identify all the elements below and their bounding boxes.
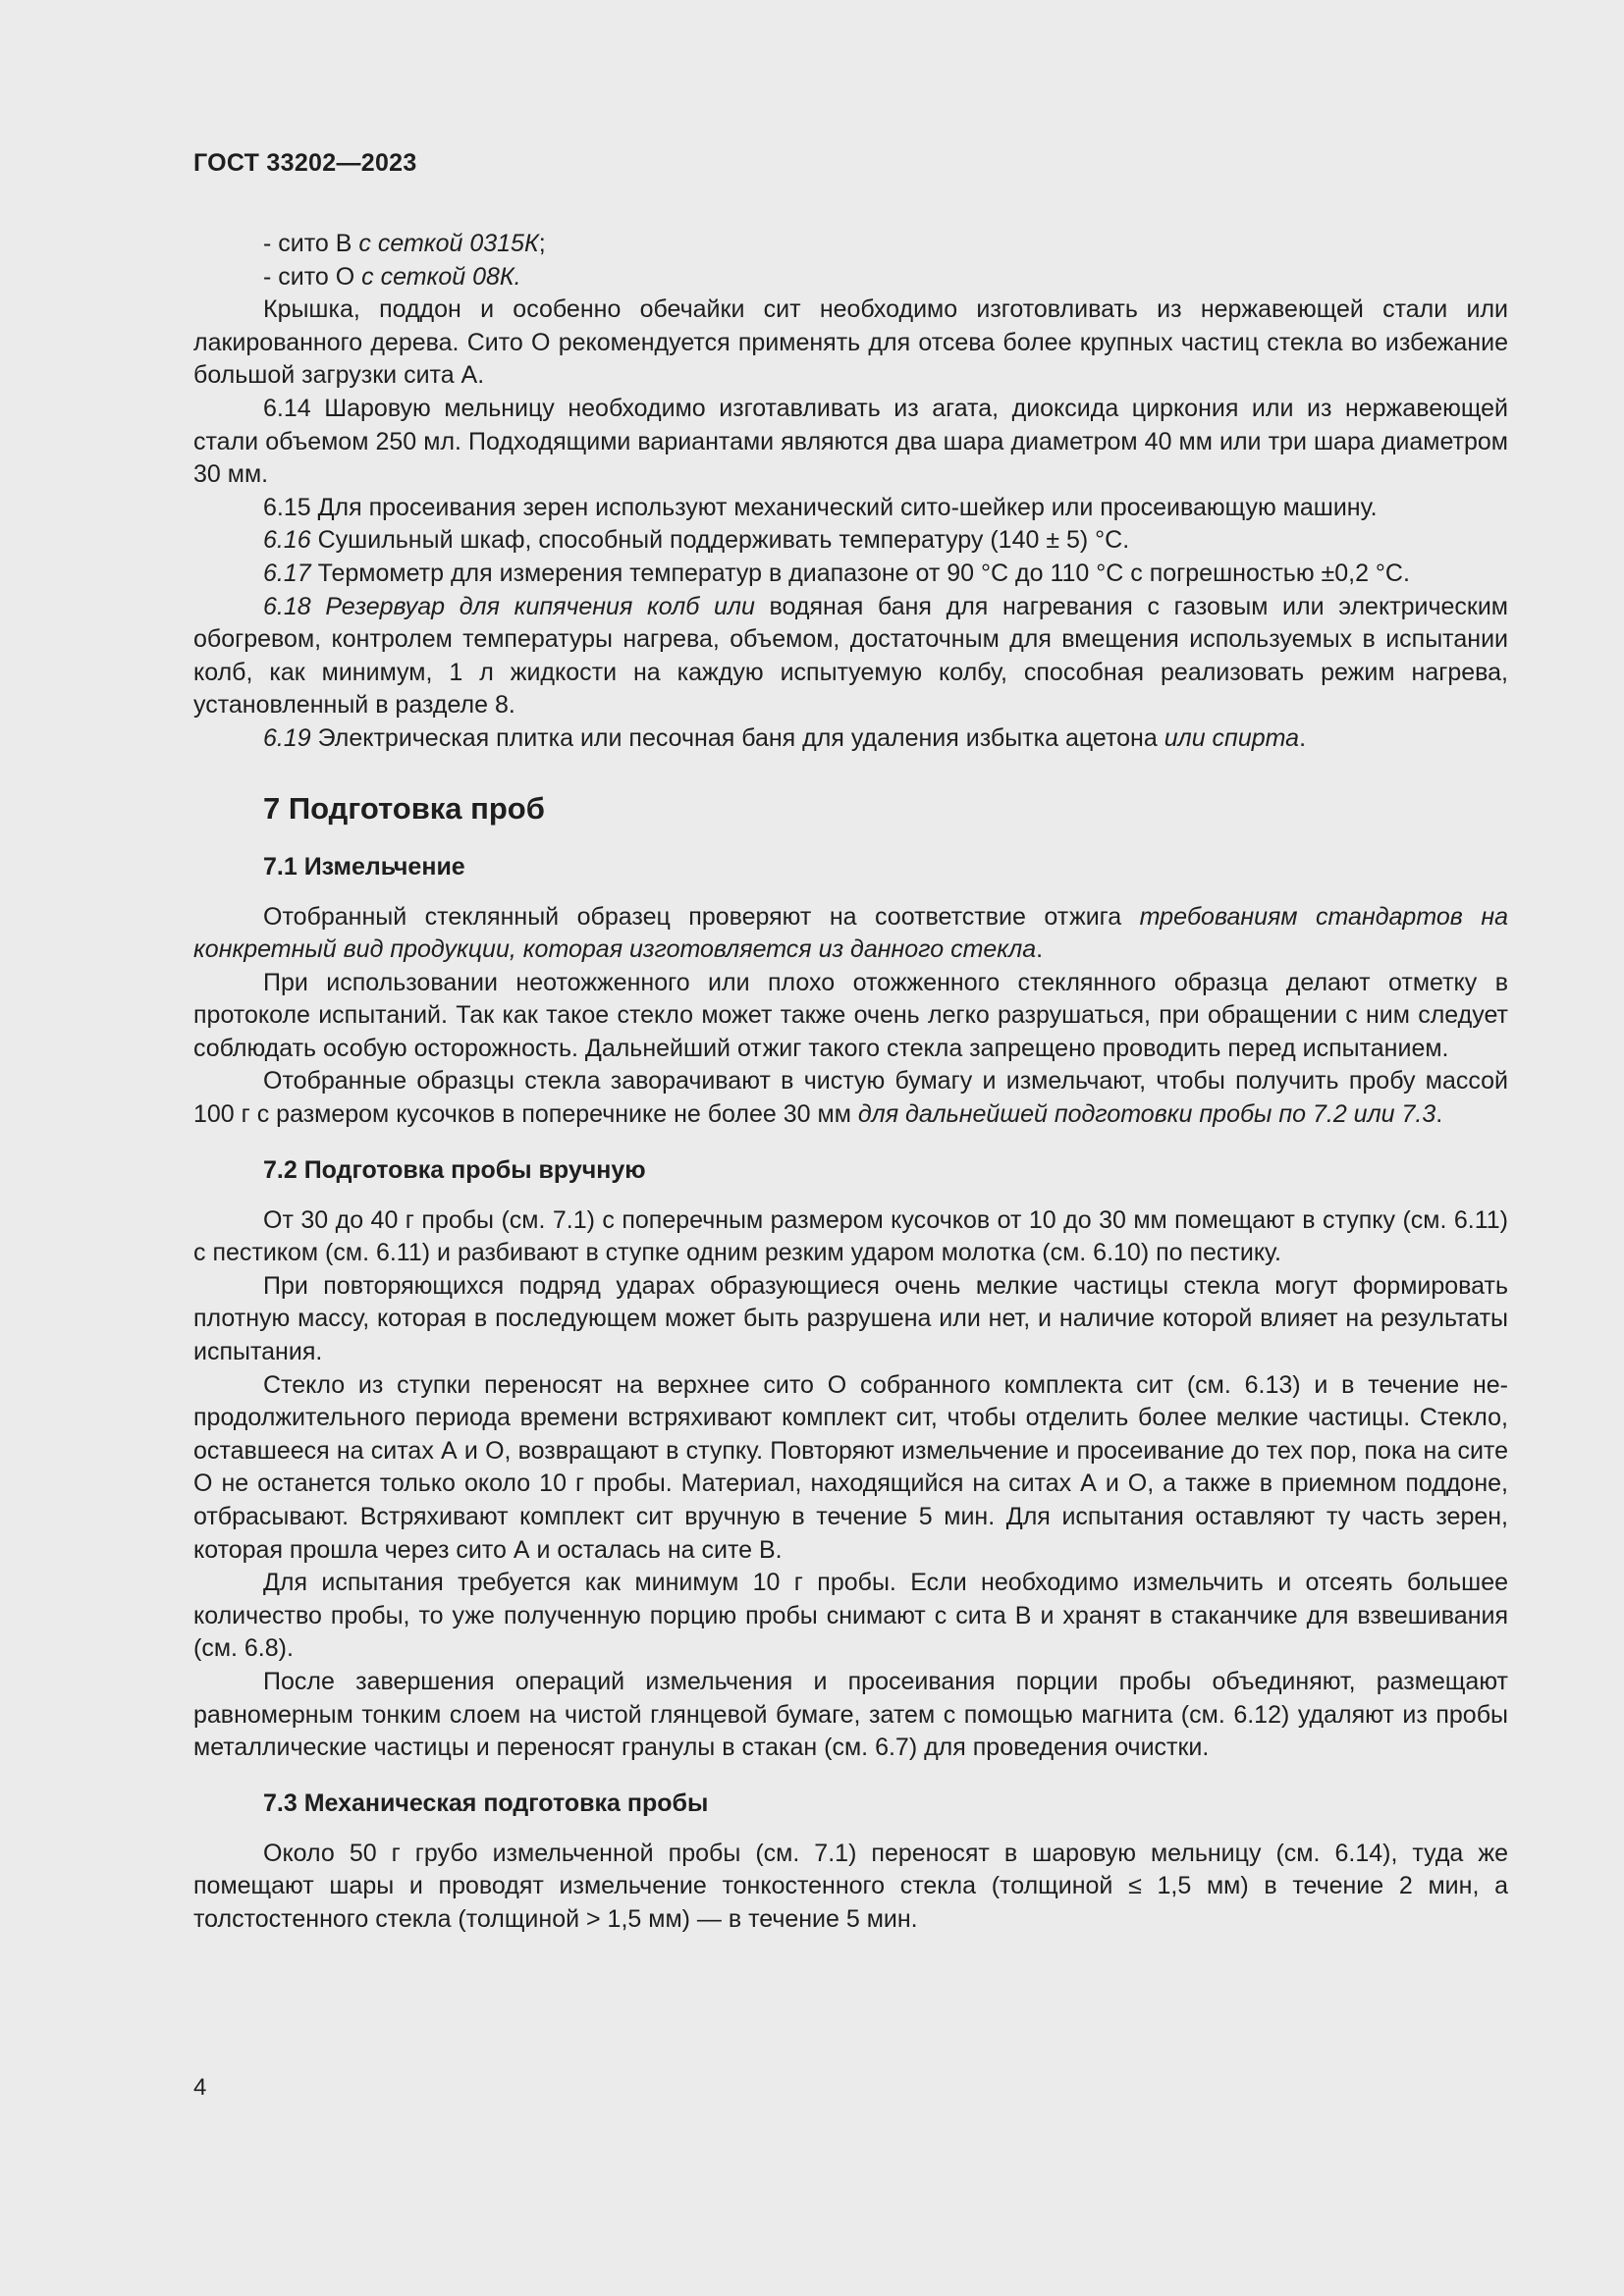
subsection-7-1-title: 7.1 Измельчение [263, 852, 465, 881]
paragraph-7-2-2: При повторяющихся подряд ударах образующиеся очень мелкие частицы стекла могут формировать плотную массу, которая в последующем может быть разрушена или нет, и наличие которой влияет на результаты испытания. [193, 1271, 1508, 1366]
paragraph-7-2-1: От 30 до 40 г пробы (см. 7.1) с поперечным размером кусочков от 10 до 30 мм помещают в ступку (см. 6.11) с пестиком (см. 6.11) и разбивают в ступке одним резким ударом молотка (см. 6.10) по пестику. [193, 1205, 1508, 1267]
paragraph-6-14: 6.14 Шаровую мельницу необходимо изготавливать из агата, диоксида циркония или из нержавеющей стали объемом 250 мл. Подходящими вариантами являются два шара диаметром 40 мм или три шара диаметром 30 мм. [193, 394, 1508, 489]
paragraph-6-16: 6.16 Сушильный шкаф, способный поддерживать температуру (140 ± 5) °С. [263, 526, 1130, 555]
subsection-7-2-title: 7.2 Подготовка пробы вручную [263, 1155, 646, 1184]
page-number: 4 [193, 2074, 207, 2101]
page-content [193, 228, 1508, 1937]
paragraph-6-18: 6.18 Резервуар для кипячения колб или водяная баня для нагревания с газовым или электрическим обогревом, контролем температуры нагрева, объемом, достаточным для вмещения используемых в испытании колб, как минимум, 1 л жидкости на каждую испытуемую колбу, способная реализовать режим нагрева, установленный в разделе 8. [193, 592, 1508, 720]
document-header: ГОСТ 33202—2023 [193, 149, 417, 177]
paragraph-7-2-5: После завершения операций измельчения и просеивания порции пробы объединяют, размещают равномерным тонким слоем на чистой глянцевой бумаге, затем с помощью магнита (см. 6.12) удаляют из пробы металлические частицы и переносят гранулы в стакан (см. 6.7) для проведения очистки. [193, 1667, 1508, 1762]
paragraph-7-1-2: При использовании неотожженного или плохо отожженного стеклянного образца делают отметку в протоколе испытаний. Так как такое стекло может также очень легко разрушаться, при обращении с ним следует соблюдать особую осторожность. Дальнейший отжиг такого стекла запрещено проводить перед испытанием. [193, 968, 1508, 1062]
paragraph-7-1-3: Отобранные образцы стекла заворачивают в чистую бумагу и измельчают, чтобы получить пробу массой 100 г с размером кусочков в поперечнике не более 30 мм для дальнейшей подготовки пробы по 7.2 или 7.3. [193, 1067, 1508, 1129]
subsection-7-3-title: 7.3 Механическая подготовка пробы [263, 1789, 709, 1817]
list-item-sieve-o: - сито О с сеткой 08К. [263, 262, 521, 291]
paragraph-6-17: 6.17 Термометр для измерения температур в диапазоне от 90 °С до 110 °С с погрешностью ±0,2 °С. [263, 559, 1410, 587]
paragraph-7-1-1: Отобранный стеклянный образец проверяют на соответствие отжига требованиям стандартов на конкретный вид продукции, которая изготовляется из данного стекла. [193, 902, 1508, 964]
section-7-title: 7 Подготовка проб [263, 790, 545, 826]
paragraph-6-15: 6.15 Для просеивания зерен используют механический сито-шейкер или просеивающую машину. [263, 493, 1378, 521]
paragraph-6-19: 6.19 Электрическая плитка или песочная баня для удаления избытка ацетона или спирта. [263, 723, 1307, 752]
paragraph-7-2-4: Для испытания требуется как минимум 10 г пробы. Если необходимо измельчить и отсеять большее количество пробы, то уже полученную порцию пробы снимают с сита В и хранят в стаканчике для взвешивания (см. 6.8). [193, 1569, 1508, 1663]
list-item-sieve-b: - сито В с сеткой 0315К; [263, 230, 546, 257]
paragraph-lids: Крышка, поддон и особенно обечайки сит необходимо изготовливать из нержавеющей стали или лакированного дерева. Сито О рекомендуется применять для отсева более крупных частиц стекла во избежание большой загрузки сита А. [193, 295, 1508, 390]
paragraph-7-3-1: Около 50 г грубо измельченной пробы (см. 7.1) переносят в шаровую мельницу (см. 6.14), туда же помещают шары и проводят измельчение тонкостенного стекла (толщиной ≤ 1,5 мм) в течение 2 мин, а толстостенного стекла (толщиной > 1,5 мм) — в течение 5 мин. [193, 1839, 1508, 1933]
paragraph-7-2-3: Стекло из ступки переносят на верхнее сито О собранного комплекта сит (см. 6.13) и в течение непродолжительного периода времени встряхивают комплект сит, чтобы отделить более мелкие частицы. Стекло, оставшееся на ситах А и О, возвращают в ступку. Повторяют измельчение и просеивание до тех пор, пока на сите О не останется только около 10 г пробы. Материал, находящийся на ситах А и О, а также в приемном поддоне, отбрасывают. Встряхивают комплект сит вручную в течение 5 мин. Для испытания оставляют ту часть зерен, которая прошла через сито А и осталась на сите В. [193, 1370, 1508, 1564]
